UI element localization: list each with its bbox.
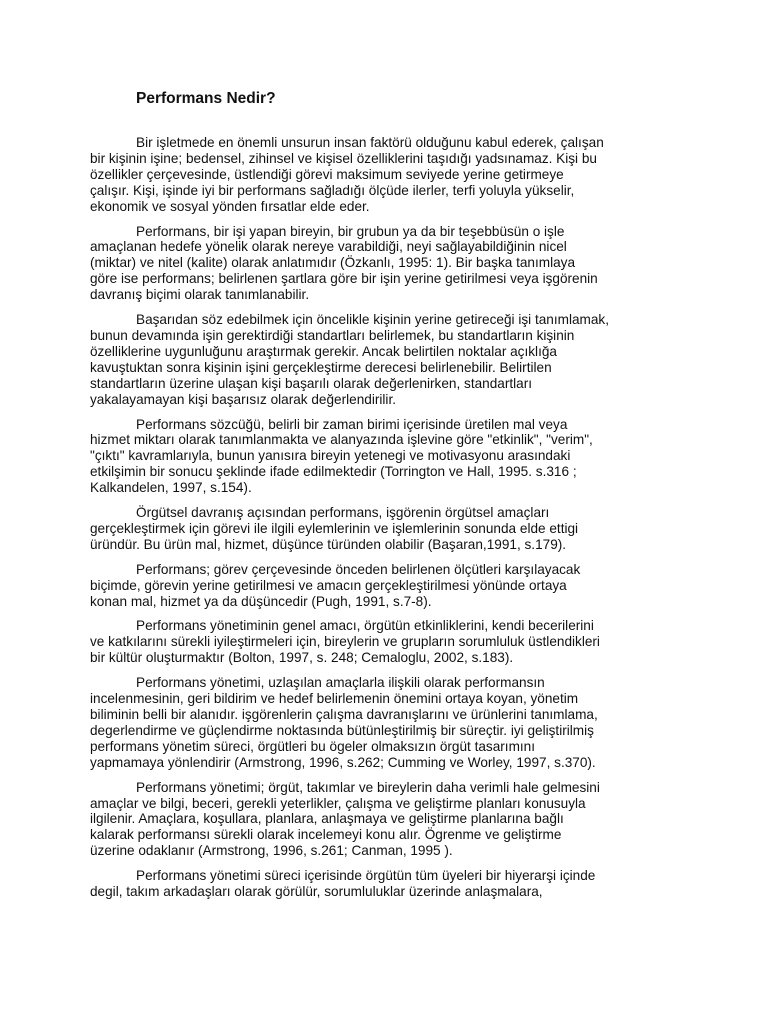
text-line: Kalkandelen, 1997, s.154). xyxy=(90,480,252,496)
text-line: (miktar) ve nitel (kalite) olarak anlatımıdır (Özkanlı, 1995: 1). Bir başka tanımlaya xyxy=(90,255,576,271)
text-line: bir kişinin işine; bedensel, zihinsel ve kişisel özelliklerini taşıdığı yadsınamaz. Kişi bu xyxy=(90,150,597,166)
text-line: Performans; görev çerçevesinde önceden belirlenen ölçütleri karşılayacak xyxy=(136,561,581,577)
text-line: bunun devamında işin gerektirdiği standartları belirlemek, bu standartların kişinin xyxy=(90,327,575,343)
text-line: Performans yönetiminin genel amacı, örgütün etkinliklerini, kendi becerilerini xyxy=(136,618,594,634)
text-line: Örgütsel davranış açısından performans, işgörenin örgütsel amaçları xyxy=(136,505,550,521)
text-line: Performans, bir işi yapan bireyin, bir grubun ya da bir teşebbüsün o işle xyxy=(136,223,565,239)
text-line: yapmamaya yönlendirir (Armstrong, 1996, s.262; Cumming ve Worley, 1997, s.370). xyxy=(90,754,596,770)
text-line: etkilşimin bir sonucu şeklinde ifade edilmektedir (Torrington ve Hall, 1995. s.316 ; xyxy=(90,464,577,480)
text-line: kavuştuktan sonra kişinin işini gerçekleştirme derecesi belirlenebilir. Belirtilen xyxy=(90,359,552,375)
paragraph xyxy=(90,675,680,770)
text-line: Performans yönetimi; örgüt, takımlar ve bireylerin daha verimli hale gelmesini xyxy=(136,779,600,795)
text-line: özellikler çerçevesinde, üstlendiği görevi maksimum seviyede yerine getirmeye xyxy=(90,166,564,182)
paragraph xyxy=(90,224,680,304)
text-line: üzerine odaklanır (Armstrong, 1996, s.261; Canman, 1995 ). xyxy=(90,843,453,859)
text-line: amaçlanan hedefe yönelik olarak nereye varabildiği, neyi sağlayabildiğinin nicel xyxy=(90,239,567,255)
text-line: standartların üzerine ulaşan kişi başarılı olarak değerlenirken, standartları xyxy=(90,375,533,391)
text-line: Performans yönetimi süreci içerisinde örgütün tüm üyeleri bir hiyerarşi içinde xyxy=(136,868,596,884)
text-line: degerlendirme ve güçlendirme noktasında bütünleştirilmiş bir süreçtir. iyi geliştirilmiş xyxy=(90,722,594,738)
text-line: degil, takım arkadaşları olarak görülür, sorumluluklar üzerinde anlaşmalara, xyxy=(90,884,543,900)
text-line: kalarak performansı sürekli olarak incelemeyi konu alır. Ögrenme ve geliştirme xyxy=(90,827,562,843)
text-line: bir kültür oluşturmaktır (Bolton, 1997, s. 248; Cemaloglu, 2002, s.183). xyxy=(90,650,514,666)
paragraph xyxy=(90,135,680,215)
text-line: özelliklerine uygunluğunu araştırmak gerekir. Ancak belirtilen noktalar açıklığa xyxy=(90,343,557,359)
paragraph xyxy=(90,780,680,860)
text-line: yakalayamayan kişi başarısız olarak değerlendirilir. xyxy=(90,391,396,407)
text-line: performans yönetim süreci, örgütleri bu ögeler olmaksızın örgüt tasarımını xyxy=(90,738,536,754)
text-line: biçimde, görevin yerine getirilmesi ve amacın gerçekleştirilmesi yönünde ortaya xyxy=(90,577,567,593)
paragraph xyxy=(90,618,680,666)
text-line: ekonomik ve sosyal yönden fırsatlar elde eder. xyxy=(90,198,370,214)
paragraph xyxy=(90,562,680,610)
text-line: amaçlar ve bilgi, beceri, gerekli yeterlikler, çalışma ve geliştirme planları konusuyla xyxy=(90,795,586,811)
document-body xyxy=(90,135,680,909)
paragraph xyxy=(90,505,680,553)
text-line: Başarıdan söz edebilmek için öncelikle kişinin yerine getireceği işi tanımlamak, xyxy=(136,312,609,328)
text-line: davranış biçimi olarak tanımlanabilir. xyxy=(90,287,310,303)
text-line: ve katkılarını sürekli iyileştirmeleri için, bireylerin ve grupların sorumluluk üstlendikleri xyxy=(90,634,600,650)
text-line: konan mal, hizmet ya da düşüncedir (Pugh, 1991, s.7-8). xyxy=(90,593,432,609)
text-line: "çıktı" kavramlarıyla, bunun yanısıra bireyin yetenegi ve motivasyonu arasındaki xyxy=(90,448,571,464)
paragraph xyxy=(90,417,680,497)
paragraph xyxy=(90,868,680,900)
text-line: göre ise performans; belirlenen şartlara göre bir işin yerine getirilmesi veya işgörenin xyxy=(90,271,598,287)
text-line: hizmet miktarı olarak tanımlanmakta ve alanyazında işlevine göre "etkinlik", "verim", xyxy=(90,432,593,448)
document-title: Performans Nedir? xyxy=(136,90,276,107)
text-line: Performans yönetimi, uzlaşılan amaçlarla ilişkili olarak performansın xyxy=(136,675,545,691)
text-line: çalışır. Kişi, işinde iyi bir performans sağladığı ölçüde ilerler, terfi yoluyla yükselir, xyxy=(90,182,575,198)
text-line: ilgilenir. Amaçlara, koşullara, planlara, anlaşmaya ve geliştirme planlarına bağlı xyxy=(90,811,564,827)
text-line: incelenmesinin, geri bildirim ve hedef belirlemenin önemini ortaya koyan, yönetim xyxy=(90,691,579,707)
paragraph xyxy=(90,312,680,407)
text-line: üründür. Bu ürün mal, hizmet, düşünce türünden olabilir (Başaran,1991, s.179). xyxy=(90,536,567,552)
text-line: gerçekleştirmek için görevi ile ilgili eylemlerinin ve işlemlerinin sonunda elde ettigi xyxy=(90,520,579,536)
text-line: Performans sözcüğü, belirli bir zaman birimi içerisinde üretilen mal veya xyxy=(136,416,568,432)
text-line: biliminin belli bir alanıdır. işgörenlerin çalışma davranışlarını ve ürünlerini tanımlama, xyxy=(90,707,598,722)
text-line: Bir işletmede en önemli unsurun insan faktörü olduğunu kabul ederek, çalışan xyxy=(136,135,604,150)
